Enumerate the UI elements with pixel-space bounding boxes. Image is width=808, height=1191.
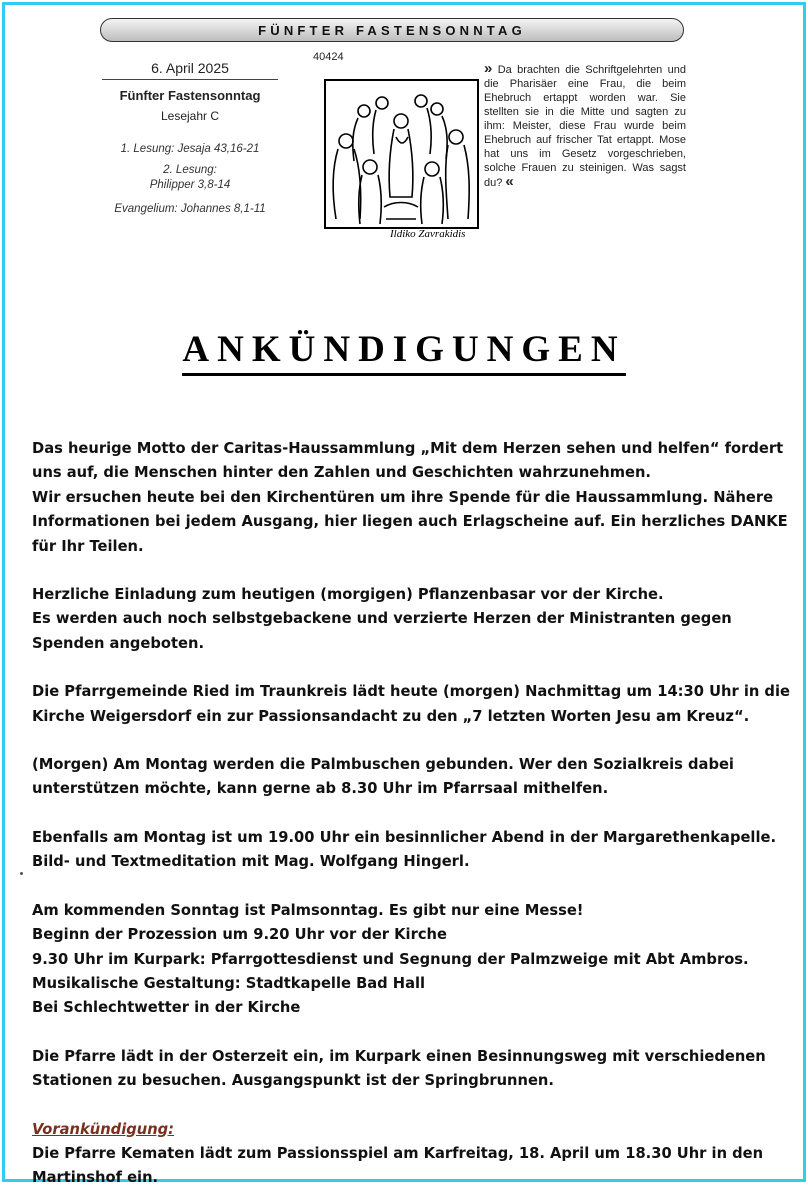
quote-close-mark: «: [505, 173, 514, 190]
meditation-leader: Bild- und Textmeditation mit Mag. Wolfgang Hingerl.: [32, 853, 470, 871]
palm-sunday-procession: Beginn der Prozession um 9.20 Uhr vor der Kirche: [32, 926, 447, 944]
image-number: 40424: [313, 51, 344, 63]
caritas-request: Wir ersuchen heute bei den Kirchentüren um ihre Spende für die Haussammlung. Nähere Informationen bei jedem Ausgang, hier liegen auch Erlagscheine auf. Ein herzliches DANKE für Ihr Teilen.: [32, 488, 788, 555]
second-reading-ref: Philipper 3,8-14: [149, 179, 231, 191]
palm-bundles: (Morgen) Am Montag werden die Palmbuschen gebunden. Wer den Sozialkreis dabei unterstützen möchte, kann gerne ab 8.30 Uhr im Pfarrsaal mithelfen.: [32, 756, 734, 798]
gospel-reference: Evangelium: Johannes 8,1-11: [114, 203, 266, 215]
quote-open-mark: »: [484, 60, 493, 77]
palm-sunday-intro: Am kommenden Sonntag ist Palmsonntag. Es gibt nur eine Messe!: [32, 901, 584, 919]
preannouncement-heading: Vorankündigung:: [32, 1120, 175, 1138]
liturgy-info: [100, 60, 280, 215]
palm-sunday-music: Musikalische Gestaltung: Stadtkapelle Bad Hall: [32, 974, 426, 992]
plant-bazaar: Herzliche Einladung zum heutigen (morgigen) Pflanzenbasar vor der Kirche.: [32, 586, 664, 604]
evening-meditation: Ebenfalls am Montag ist um 19.00 Uhr ein besinnlicher Abend in der Margarethenkapelle.: [32, 828, 777, 846]
palm-sunday-service: 9.30 Uhr im Kurpark: Pfarrgottesdienst und Segnung der Palmzweige mit Abt Ambros.: [32, 950, 749, 968]
second-reading: [100, 163, 280, 193]
announcements: [32, 437, 792, 1191]
second-reading-label: 2. Lesung:: [163, 164, 217, 176]
stray-dot: [20, 872, 23, 875]
palm-sunday-weather: Bei Schlechtwetter in der Kirche: [32, 999, 301, 1017]
lectionary-year: Lesejahr C: [160, 109, 220, 123]
first-reading: 1. Lesung: Jesaja 43,16-21: [120, 143, 260, 155]
bazaar-hearts: Es werden auch noch selbstgebackene und verzierte Herzen der Ministranten gegen Spenden angeboten.: [32, 610, 732, 652]
easter-path: Die Pfarre lädt in der Osterzeit ein, im Kurpark einen Besinnungsweg mit verschiedenen Stationen zu besuchen. Ausgangspunkt ist der Springbrunnen.: [32, 1047, 766, 1090]
caritas-motto: Das heurige Motto der Caritas-Haussammlung „Mit dem Herzen sehen und helfen“ fordert uns auf, die Menschen hinter den Zahlen und Geschichten wahrzunehmen.: [32, 440, 784, 482]
page-title-text: ANKÜNDIGUNGEN: [182, 328, 625, 376]
gospel-illustration: [324, 79, 479, 229]
date: 6. April 2025: [102, 60, 278, 80]
page-title: [0, 328, 808, 376]
banner-title: FÜNFTER FASTENSONNTAG: [258, 23, 526, 38]
artist-credit: Ildiko Zavrakidis: [390, 228, 466, 240]
gospel-text: Da brachten die Schriftgelehrten und die Pharisäer eine Frau, die beim Ehebruch ertappt worden war. Sie stellten sie in die Mitte und sagten zu ihm: Meister, diese Frau wurde beim Ehebruch auf frischer Tat ertappt. Mose hat uns im Gesetz vorgeschrieben, solche Frauen zu steinigen. Was sagst du?: [484, 64, 686, 189]
ried-passion-devotion: Die Pfarrgemeinde Ried im Traunkreis lädt heute (morgen) Nachmittag um 14:30 Uhr in die Kirche Weigersdorf ein zur Passionsandacht zu den „7 letzten Worten Jesu am Kreuz“.: [32, 683, 790, 725]
gospel-excerpt: [484, 62, 686, 190]
sunday-name: Fünfter Fastensonntag: [119, 88, 261, 103]
sunday-banner: [100, 18, 684, 42]
passion-play: Die Pfarre Kematen lädt zum Passionsspiel am Karfreitag, 18. April um 18.30 Uhr in den Martinshof ein.: [32, 1144, 764, 1187]
